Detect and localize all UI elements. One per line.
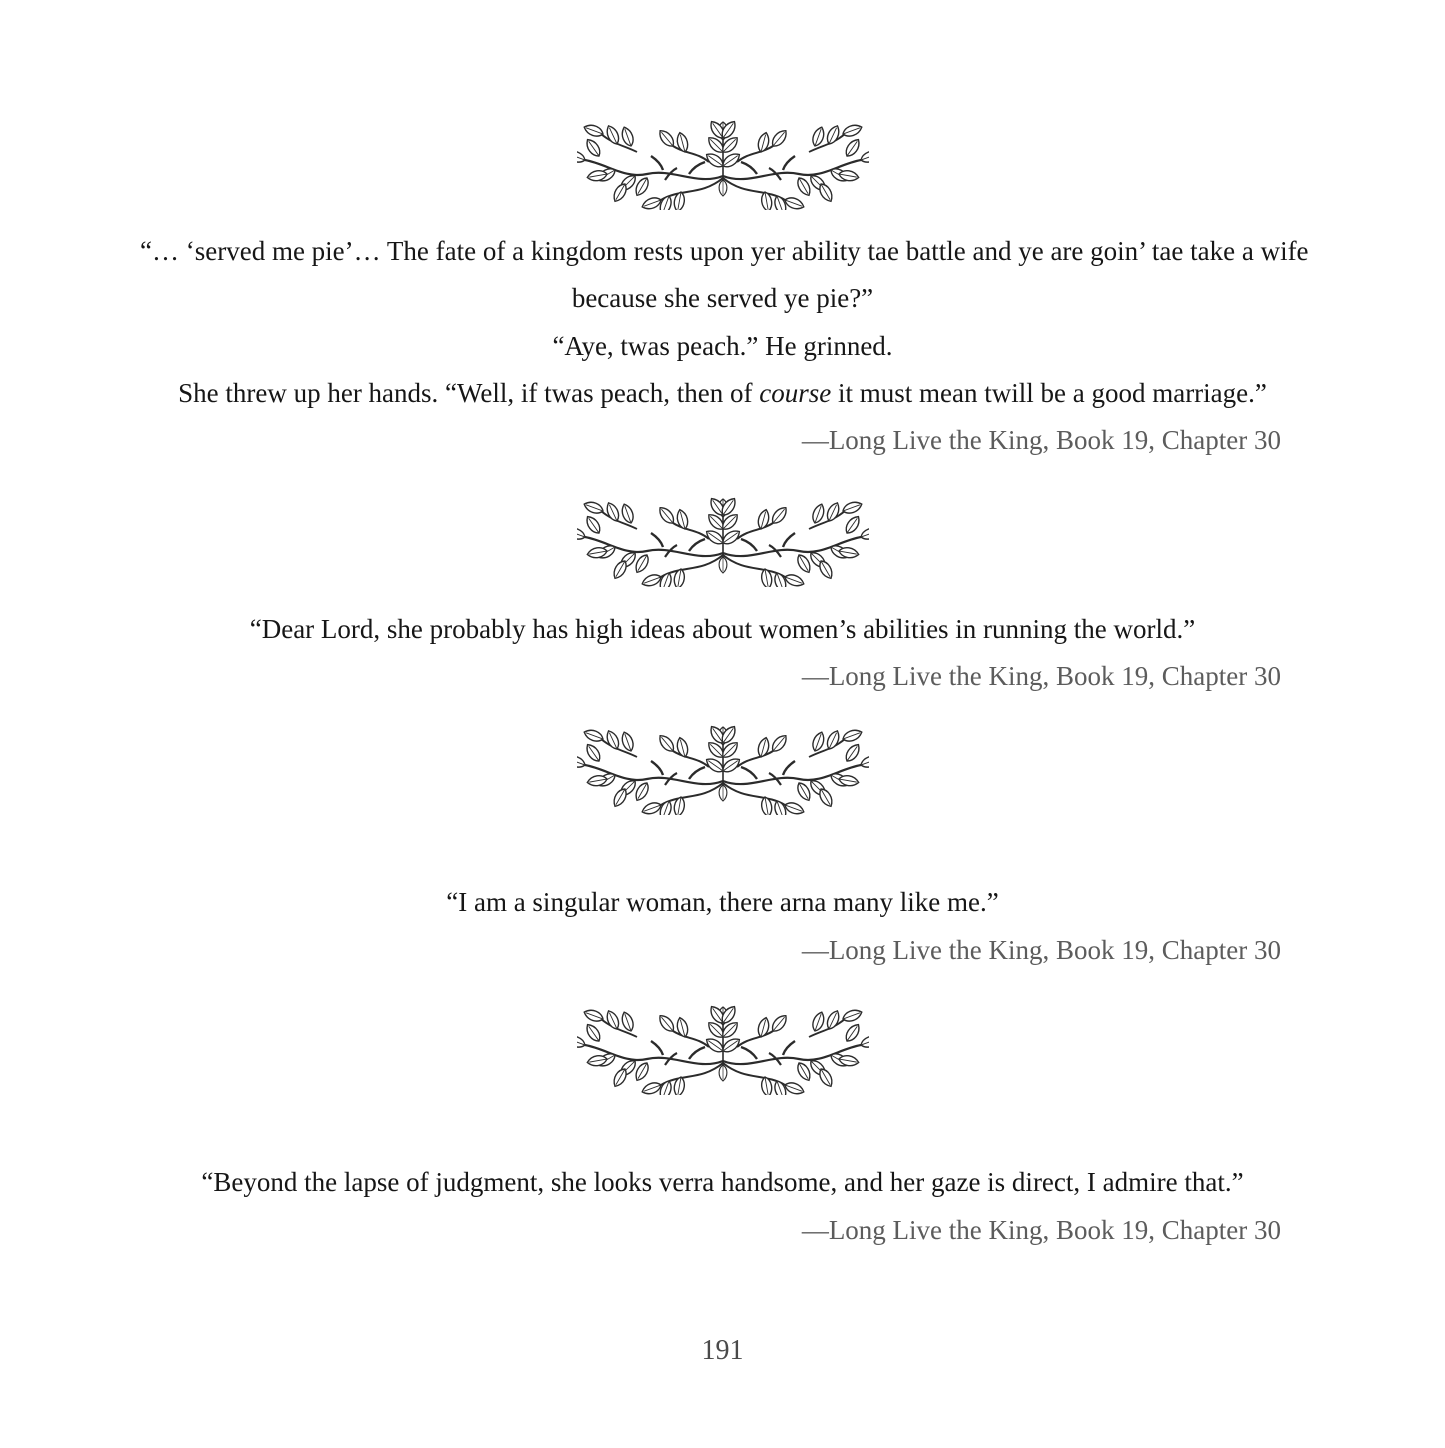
- quote-2-citation: —Long Live the King, Book 19, Chapter 30: [801, 661, 1281, 691]
- quote-1-line-2: because she served ye pie?”: [571, 283, 874, 313]
- leaf-vine-divider-icon: [577, 721, 869, 815]
- leaf-vine-divider-icon: [577, 1001, 869, 1095]
- quote-1-line-1: “… ‘served me pie’… The fate of a kingdom rests upon yer ability tae battle and ye are goin’ tae take a wife: [140, 236, 1309, 266]
- leaf-vine-divider-icon: [577, 116, 869, 210]
- quote-1-line-4: [140, 376, 1305, 410]
- quote-1-line-4-start: She threw up her hands. “Well, if twas peach, then of: [178, 378, 760, 408]
- quote-1-citation: —Long Live the King, Book 19, Chapter 30: [801, 425, 1281, 455]
- leaf-vine-divider-icon: [577, 493, 869, 587]
- page-number: 191: [701, 1335, 744, 1366]
- quote-1-emphasis: course: [759, 378, 832, 408]
- quote-3-citation: —Long Live the King, Book 19, Chapter 30: [801, 935, 1281, 965]
- quote-1-line-4-end: it must mean twill be a good marriage.”: [831, 378, 1267, 408]
- quote-4-text: “Beyond the lapse of judgment, she looks verra handsome, and her gaze is direct, I admire that.”: [201, 1167, 1244, 1197]
- quote-2-text: “Dear Lord, she probably has high ideas about women’s abilities in running the world.”: [249, 614, 1196, 644]
- quote-1-line-3: “Aye, twas peach.” He grinned.: [552, 331, 893, 361]
- quote-4-citation: —Long Live the King, Book 19, Chapter 30: [801, 1215, 1281, 1245]
- quote-3-text: “I am a singular woman, there arna many like me.”: [446, 887, 999, 917]
